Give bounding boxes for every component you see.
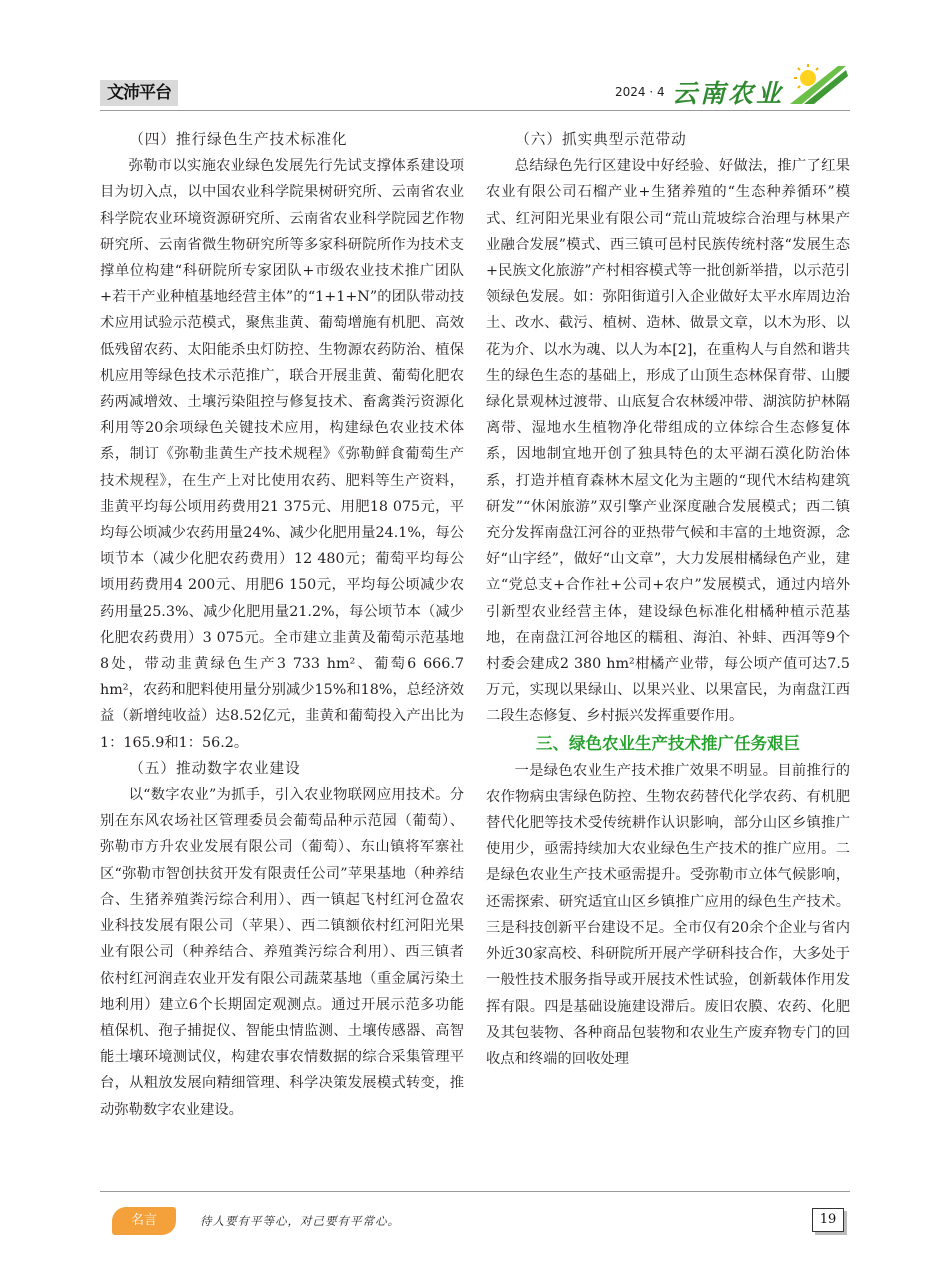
section-heading-five: （五）推动数字农业建设 bbox=[129, 759, 301, 777]
page-number: 19 bbox=[812, 1208, 844, 1232]
motto-badge: 名言 bbox=[112, 1207, 176, 1235]
section-heading-four: （四）推行绿色生产技术标准化 bbox=[129, 131, 348, 148]
header-divider bbox=[100, 110, 850, 111]
footer-divider bbox=[100, 1191, 850, 1192]
paragraph-four: 弥勒市以实施农业绿色发展先行先试支撑体系建设项目为切入点，以中国农业科学院果树研究所、云南省农业科学院农业环境资源研究所、云南省农业科学院园艺作物研究所、云南省微生物研究所等多家科研院所作为技术支撑单位构建“科研院所专家团队+市级农业技术推广团队+若干产业种植基地经营主体”的“1+1+N”的团队带动技术应用试验示范模式，聚焦韭黄、葡萄增施有机肥、高效低残留农药、太阳能杀虫灯防控、生物源农药防治、植保机应用等绿色技术示范推广，联合开展韭黄、葡萄化肥农药两减增效、土壤污染阻控与修复技术、畜禽粪污资源化利用等20余项绿色关键技术应用，构建绿色农业技术体系，制订《弥勒韭黄生产技术规程》《弥勒鲜食葡萄生产技术规程》，在生产上对比使用农药、肥料等生产资料，韭黄平均每公顷用药费用21 375元、用肥18 075元，平均每公顷减少农药用量24%、减少化肥用量24.1%，每公顷节本（减少化肥农药费用）12 480元；葡萄平均每公顷用药费用4 200元、用肥6 150元，平均每公顷减少农药用量25.3%、减少化肥用量21.2%，每公顷节本（减少化肥农药费用）3 075元。全市建立韭黄及葡萄示范基地8处，带动韭黄绿色生产3 733 hm²、葡萄6 666.7 hm²，农药和肥料使用量分别减少15%和18%，总经济效益（新增纯收益）达8.52亿元，韭黄和葡萄投入产出比为1：165.9和1：56.2。 bbox=[100, 158, 464, 751]
magazine-title: 云南农业 bbox=[672, 79, 785, 108]
chapter-heading-three: 三、绿色农业生产技术推广任务艰巨 bbox=[536, 733, 800, 753]
left-column bbox=[100, 127, 464, 1123]
paragraph-five: 以“数字农业”为抓手，引入农业物联网应用技术。分别在东风农场社区管理委员会葡萄品种示范园（葡萄）、弥勒市方升农业发展有限公司（葡萄）、东山镇将军寨社区“弥勒市智创扶贫开发有限责任公司”苹果基地（种养结合、生猪养殖粪污综合利用）、西一镇起飞村红河仓盈农业科技发展有限公司（苹果）、西二镇额依村红河阳光果业有限公司（种养结合、养殖粪污综合利用）、西三镇者依村红河润垚农业开发有限公司蔬菜基地（重金属污染土地利用）建立6个长期固定观测点。通过开展示范多功能植保机、孢子捕捉仪、智能虫情监测、土壤传感器、高智能土壤环境测试仪，构建农事农情数据的综合采集管理平台，从粗放发展向精细管理、科学决策发展模式转变，推动弥勒数字农业建设。 bbox=[100, 787, 464, 1118]
right-column bbox=[486, 127, 850, 1072]
motto-text: 待人要有平等心，对己要有平常心。 bbox=[200, 1214, 400, 1228]
sun-logo-icon bbox=[780, 62, 850, 106]
issue-number: 2024 · 4 bbox=[615, 85, 665, 99]
page-header bbox=[0, 0, 950, 120]
section-tag: 文沛平台 bbox=[100, 80, 178, 106]
paragraph-six: 总结绿色先行区建设中好经验、好做法，推广了红果农业有限公司石榴产业+生猪养殖的“生态种养循环”模式、红河阳光果业有限公司“荒山荒坡综合治理与林果产业融合发展”模式、西三镇可邑村民族传统村落“发展生态+民族文化旅游”产村相容模式等一批创新举措，以示范引领绿色发展。如：弥阳街道引入企业做好太平水库周边治土、改水、截污、植树、造林、做景文章，以木为形、以花为介、以水为魂、以人为本[2]，在重构人与自然和谐共生的绿色生态的基础上，形成了山顶生态林保育带、山腰绿化景观林过渡带、山底复合农林缓冲带、湖滨防护林隔离带、湿地水生植物净化带组成的立体综合生态修复体系，因地制宜地开创了独具特色的太平湖石漠化防治体系，打造并植育森林木屋文化为主题的“现代木结构建筑研发”“休闲旅游”双引擎产业深度融合发展模式；西二镇充分发挥南盘江河谷的亚热带气候和丰富的土地资源，念好“山字经”，做好“山文章”，大力发展柑橘绿色产业，建立“党总支+合作社+公司+农户”发展模式，通过内培外引新型农业经营主体，建设绿色标准化柑橘种植示范基地，在南盘江河谷地区的糯租、海泊、补蚌、西洱等9个村委会建成2 380 hm²柑橘产业带，每公顷产值可达7.5万元，实现以果绿山、以果兴业、以果富民，为南盘江西二段生态修复、乡村振兴发挥重要作用。 bbox=[486, 158, 850, 725]
paragraph-three: 一是绿色农业生产技术推广效果不明显。目前推行的农作物病虫害绿色防控、生物农药替代化学农药、有机肥替代化肥等技术受传统耕作认识影响，部分山区乡镇推广使用少，亟需持续加大农业绿色生产技术的推广应用。二是绿色农业生产技术亟需提升。受弥勒市立体气候影响，还需探索、研究适宜山区乡镇推广应用的绿色生产技术。三是科技创新平台建设不足。全市仅有20余个企业与省内外近30家高校、科研院所开展产学研科技合作，大多处于一般性技术服务指导或开展技术性试验，创新载体作用发挥有限。四是基础设施建设滞后。废旧农膜、农药、化肥及其包装物、各种商品包装物和农业生产废弃物专门的回收点和终端的回收处理 bbox=[486, 762, 850, 1067]
section-heading-six: （六）抓实典型示范带动 bbox=[515, 131, 687, 148]
